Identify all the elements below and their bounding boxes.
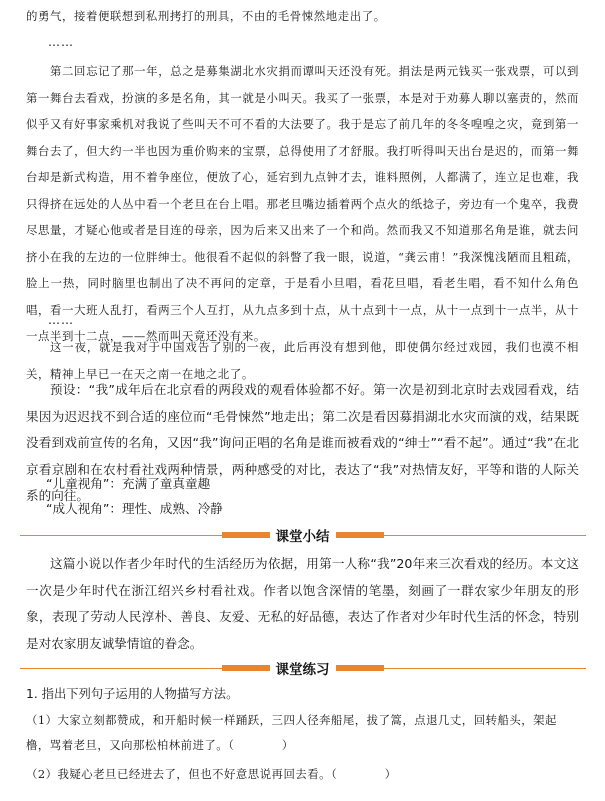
header-decoration-right <box>336 665 586 671</box>
practice-title: 课堂练习 <box>275 662 330 678</box>
summary-text: 这篇小说以作者少年时代的生活经历为依据，用第一人称“我”20年来三次看戏的经历。本文这一次是少年时代在浙江绍兴乡村看社戏。作者以饱含深情的笔墨，刻画了一群农家少年朋友的形象，表现了劳动人民淳朴、善良、友爱、无私的好品德，表达了作者对少年时代生活的怀念，特别是对农家朋友诚挚情谊的眷念。 <box>26 556 579 651</box>
excerpt-second-performance: 第二回忘记了那一年，总之是募集湖北水灾捐而谭叫天还没有死。捐法是两元钱买一张戏票，可以到第一舞台去看戏，扮演的多是名角，其一就是小叫天。我买了一张票，本是对于劝募人聊以塞责的，然而似乎又有好事家乘机对我说了些叫天不可不看的大法要了。我于是忘了前几年的冬冬喤喤之灾，竟到第一舞台去了，但大约一半也因为重价购来的宝票，总得使用了才舒服。我打听得叫天出台是迟的，而第一舞台却是新式构造，用不着争座位，便放了心，延宕到九点钟才去，谁料照例，人都满了，连立足也难，我只得挤在远处的人丛中看一个老旦在台上唱。那老旦嘴边插着两个点火的纸捻子，旁边有一个鬼卒，我费尽思量，才疑心他或者是目连的母亲，因为后来又出来了一个和尚。然而我又不知道那名角是谁，就去问挤小在我的左边的一位胖绅士。他很看不起似的斜瞥了我一眼，说道，“龚云甫！”我深愧浅陋而且粗疏，脸上一热，同时脑里也制出了决不再问的定章，于是看小旦唱，看花旦唱，看老生唱，看不知什么角色唱，看一大班人乱打，看两三个人互打，从九点多到十点，从十点到十一点，从十一点到十一点半，从十一点半到十二点，——然而叫天竟还没有来。 <box>26 64 579 343</box>
ellipsis-1: …… <box>48 35 74 49</box>
sentence-2: （2）我疑心老旦已经进去了，但也不好意思说再回去看。（ ） <box>26 767 397 781</box>
excerpt-top-line: 的勇气，接着便联想到私刑拷打的刑具，不由的毛骨悚然地走出了。 <box>26 9 386 23</box>
sentence-1: （1）大家立刻都赞成，和开船时候一样踊跃，三四人径奔船尾，拔了篙，点退几丈，回转船头，架起橹，骂着老旦，又向那松柏林前进了。（ ） <box>26 713 557 752</box>
adult-perspective: “成人视角”：理性、成熟、冷静 <box>46 501 223 516</box>
header-decoration-left <box>20 532 270 538</box>
ellipsis-2: …… <box>48 313 74 327</box>
question-1: 1. 指出下列句子运用的人物描写方法。 <box>26 687 239 701</box>
excerpt-last-paragraph: 这一夜，就是我对于中国戏告了别的一夜，此后再没有想到他，即使偶尔经过戏园，我们也漠不相关，精神上早已一在天之南一在地之北了。 <box>26 340 579 381</box>
header-decoration-right <box>336 532 586 538</box>
child-perspective: “儿童视角”：充满了童真童趣 <box>46 476 211 491</box>
section-header-summary <box>0 525 605 545</box>
summary-title: 课堂小结 <box>275 529 330 545</box>
header-decoration-left <box>20 665 270 671</box>
section-header-practice <box>0 658 605 678</box>
analysis-preset: 预设：“我”成年后在北京看的两段戏的观看体验都不好。第一次是初到北京时去戏园看戏，结果因为迟迟找不到合适的座位而“毛骨悚然”地走出；第二次是看因募捐湖北水灾而演的戏，结果既没看到戏前宣传的名角，又因“我”询问正唱的名角是谁而被看戏的“绅士”“看不起”。通过“我”在北京看京剧和在农村看社戏两种情景，两种感受的对比，表达了“我”对热情友好，平等和谐的人际关系的向往。 <box>26 382 579 503</box>
